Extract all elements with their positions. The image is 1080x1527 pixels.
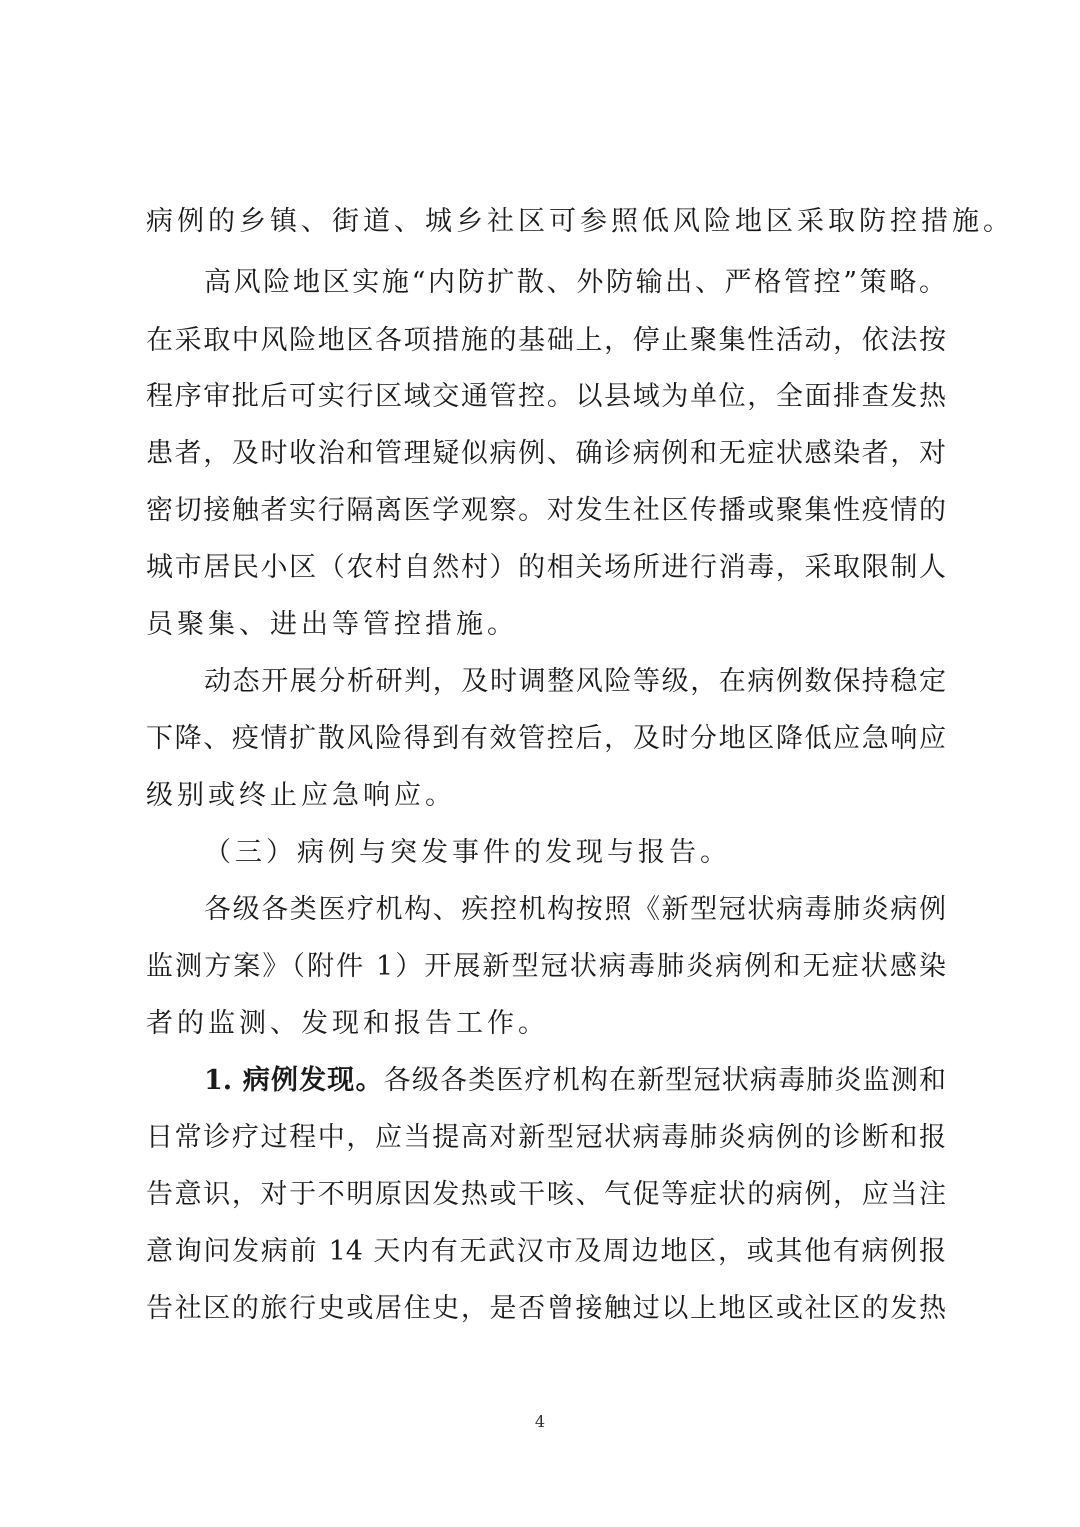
- text-line: 患者，及时收治和管理疑似病例、确诊病例和无症状感染者，对: [146, 438, 946, 469]
- text-line: 各级各类医疗机构、疾控机构按照《新型冠状病毒肺炎病例: [204, 894, 946, 925]
- text-line: 监测方案》（附件 1）开展新型冠状病毒肺炎病例和无症状感染: [146, 951, 946, 982]
- text-line: 程序审批后可实行区域交通管控。以县域为单位，全面排查发热: [146, 381, 946, 412]
- text-line: 告社区的旅行史或居住史，是否曾接触过以上地区或社区的发热: [146, 1293, 946, 1324]
- text-segment: 各级各类医疗机构在新型冠状病毒肺炎监测和: [383, 1065, 947, 1096]
- text-line: [204, 1061, 946, 1101]
- text-line: 城市居民小区（农村自然村）的相关场所进行消毒，采取限制人: [146, 552, 946, 583]
- text-line: 日常诊疗过程中，应当提高对新型冠状病毒肺炎病例的诊断和报: [146, 1122, 946, 1153]
- text-line: 高风险地区实施“内防扩散、外防输出、严格管控”策略。: [204, 267, 946, 298]
- subsection-lead: 1. 病例发现。: [204, 1065, 384, 1096]
- text-line: 动态开展分析研判，及时调整风险等级，在病例数保持稳定: [204, 666, 946, 697]
- text-line: 下降、疫情扩散风险得到有效管控后，及时分地区降低应急响应: [146, 723, 946, 754]
- text-line: 者的监测、发现和报告工作。: [146, 1008, 549, 1039]
- page-number: 4: [534, 1412, 546, 1431]
- text-line: 意询问发病前 14 天内有无武汉市及周边地区，或其他有病例报: [146, 1236, 946, 1267]
- text-line: 级别或终止应急响应。: [146, 780, 456, 811]
- text-line: 病例的乡镇、街道、城乡社区可参照低风险地区采取防控措施。: [146, 206, 1014, 237]
- text-line: 员聚集、进出等管控措施。: [146, 609, 518, 640]
- section-heading: （三）病例与突发事件的发现与报告。: [204, 837, 731, 868]
- text-line: 在采取中风险地区各项措施的基础上，停止聚集性活动，依法按: [146, 325, 946, 356]
- text-line: 密切接触者实行隔离医学观察。对发生社区传播或聚集性疫情的: [146, 495, 946, 526]
- text-line: 告意识，对于不明原因发热或干咳、气促等症状的病例，应当注: [146, 1179, 946, 1210]
